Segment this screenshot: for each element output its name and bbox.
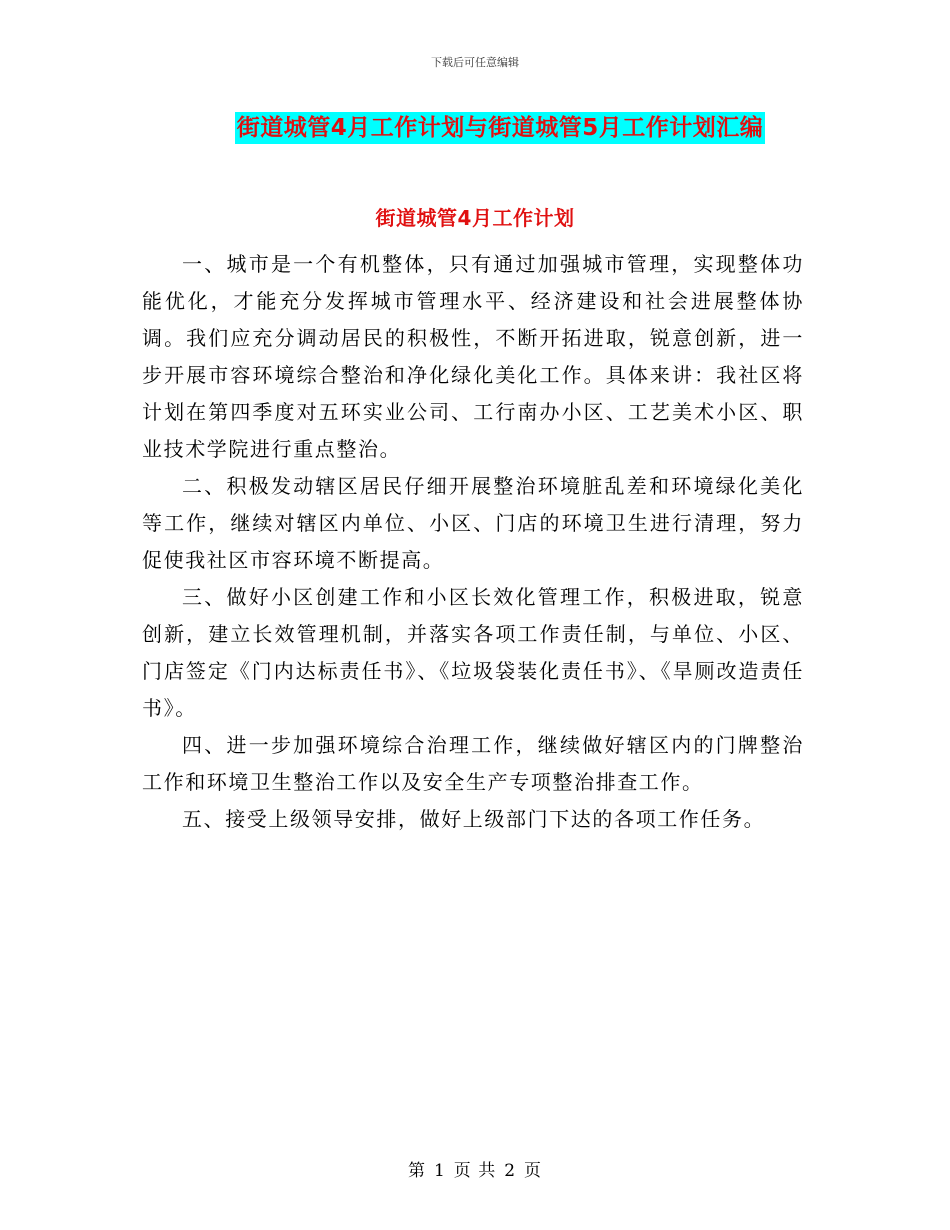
page-current: 1 <box>433 1161 446 1181</box>
document-body <box>142 246 804 838</box>
paragraph-2: 二、积极发动辖区居民仔细开展整治环境脏乱差和环境绿化美化等工作，继续对辖区内单位、小区、门店的环境卫生进行清理，努力促使我社区市容环境不断提高。 <box>142 474 804 572</box>
paragraph-4: 四、进一步加强环境综合治理工作，继续做好辖区内的门牌整治工作和环境卫生整治工作以及安全生产专项整治排查工作。 <box>142 733 804 794</box>
page-label-prefix: 第 <box>407 1161 426 1181</box>
main-title: 街道城管4月工作计划与街道城管5月工作计划汇编 <box>235 112 766 144</box>
download-note: 下载后可任意编辑 <box>431 56 519 69</box>
section-title: 街道城管4月工作计划 <box>375 206 575 230</box>
page-footer <box>0 1156 950 1181</box>
page-total: 2 <box>504 1161 517 1181</box>
page-label-suffix: 页 <box>524 1161 543 1181</box>
paragraph-5: 五、接受上级领导安排，做好上级部门下达的各项工作任务。 <box>182 807 766 831</box>
paragraph-3: 三、做好小区创建工作和小区长效化管理工作，积极进取，锐意创新，建立长效管理机制，并落实各项工作责任制，与单位、小区、门店签定《门内达标责任书》、《垃圾袋装化责任书》、《旱厕改造责任书》。 <box>142 585 804 720</box>
paragraph-1: 一、城市是一个有机整体，只有通过加强城市管理，实现整体功能优化，才能充分发挥城市管理水平、经济建设和社会进展整体协调。我们应充分调动居民的积极性，不断开拓进取，锐意创新，进一步开展市容环境综合整治和净化绿化美化工作。具体来讲：我社区将计划在第四季度对五环实业公司、工行南办小区、工艺美术小区、职业技术学院进行重点整治。 <box>142 252 804 461</box>
page-label-mid: 页 共 <box>453 1161 497 1181</box>
main-title-container <box>0 112 950 144</box>
